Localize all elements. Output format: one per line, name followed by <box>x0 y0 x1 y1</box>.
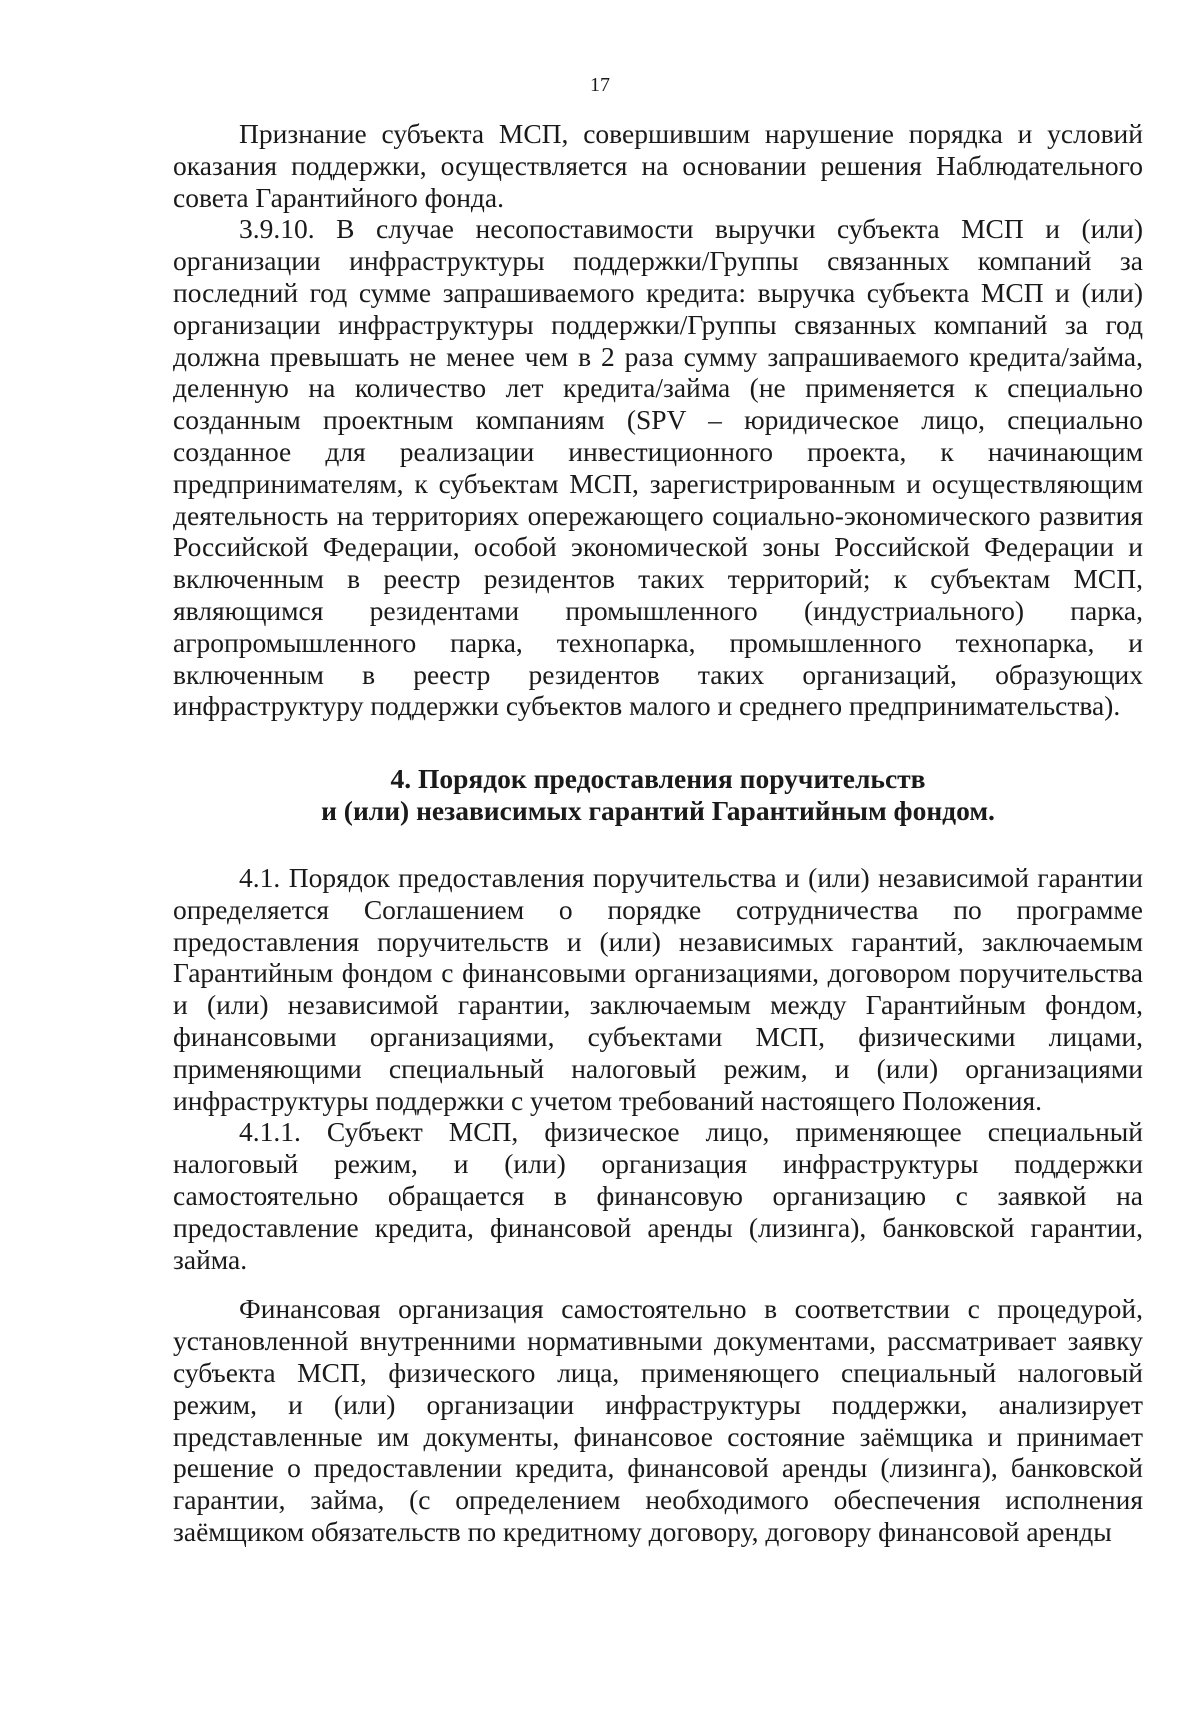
section-heading-line: и (или) независимых гарантий Гарантийным фондом. <box>321 795 995 826</box>
paragraph: Признание субъекта МСП, совершившим нарушение порядка и условий оказания поддержки, осуществляется на основании решения Наблюдательного совета Гарантийного фонда. <box>173 118 1143 213</box>
section-heading-line: 4. Порядок предоставления поручительств <box>390 763 926 794</box>
paragraph: 3.9.10. В случае несопоставимости выручки субъекта МСП и (или) организации инфраструктуры поддержки/Группы связанных компаний за последний год сумме запрашиваемого кредита: выручка субъекта МСП и (или) организации инфраструктуры поддержки/Группы связанных компаний за год должна превышать не менее чем в 2 раза сумму запрашиваемого кредита/займа, деленную на количество лет кредита/займа (не применяется к специально созданным проектным компаниям (SPV – юридическое лицо, специально созданное для реализации инвестиционного проекта, к начинающим предпринимателям, к субъектам МСП, зарегистрированным и осуществляющим деятельность на территориях опережающего социально-экономического развития Российской Федерации, особой экономической зоны Российской Федерации и включенным в реестр резидентов таких территорий; к субъектам МСП, являющимся резидентами промышленного (индустриального) парка, агропромышленного парка, технопарка, промышленного технопарка, и включенным в реестр резидентов таких организаций, образующих инфраструктуру поддержки субъектов малого и среднего предпринимательства). <box>173 213 1143 722</box>
text-block-bottom <box>173 862 1143 1548</box>
text-block-top <box>173 118 1143 722</box>
section-heading <box>173 763 1143 827</box>
paragraph: Финансовая организация самостоятельно в соответствии с процедурой, установленной внутренними нормативными документами, рассматривает заявку субъекта МСП, физического лица, применяющего специальный налоговый режим, и (или) организации инфраструктуры поддержки, анализирует представленные им документы, финансовое состояние заёмщика и принимает решение о предоставлении кредита, финансовой аренды (лизинга), банковской гарантии, займа, (с определением необходимого обеспечения исполнения заёмщиком обязательств по кредитному договору, договору финансовой аренды <box>173 1293 1143 1547</box>
paragraph: 4.1.1. Субъект МСП, физическое лицо, применяющее специальный налоговый режим, и (или) организация инфраструктуры поддержки самостоятельно обращается в финансовую организацию с заявкой на предоставление кредита, финансовой аренды (лизинга), банковской гарантии, займа. <box>173 1116 1143 1275</box>
page-number: 17 <box>590 74 610 96</box>
paragraph: 4.1. Порядок предоставления поручительства и (или) независимой гарантии определяется Соглашением о порядке сотрудничества по программе предоставления поручительств и (или) независимых гарантий, заключаемым Гарантийным фондом с финансовыми организациями, договором поручительства и (или) независимой гарантии, заключаемым между Гарантийным фондом, финансовыми организациями, субъектами МСП, физическими лицами, применяющими специальный налоговый режим, и (или) организациями инфраструктуры поддержки с учетом требований настоящего Положения. <box>173 862 1143 1116</box>
